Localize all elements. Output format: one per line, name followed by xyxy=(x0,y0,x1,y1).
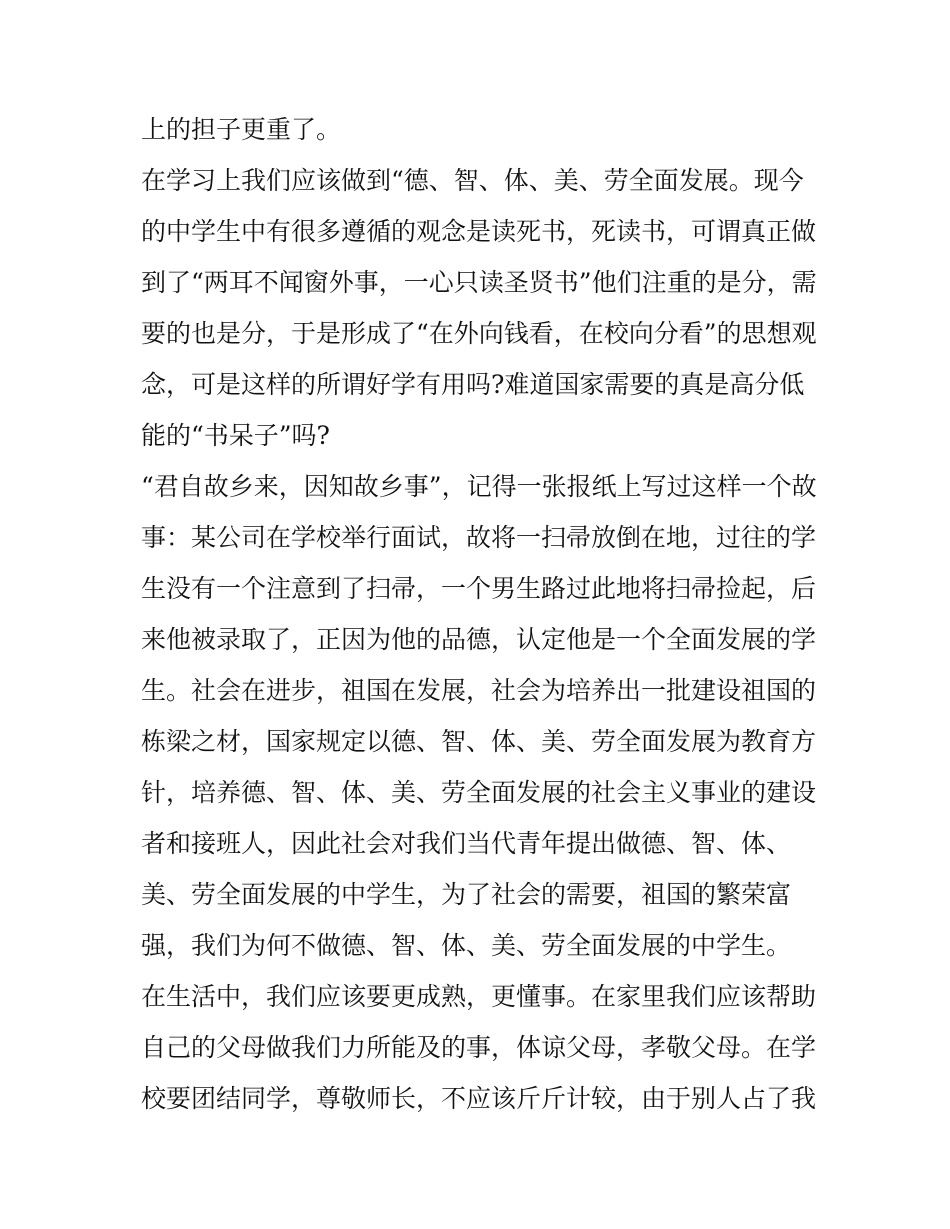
text-line: 的中学生中有很多遵循的观念是读死书，死读书，可谓真正做 xyxy=(141,217,817,246)
text-line: 念，可是这样的所谓好学有用吗?难道国家需要的真是高分低 xyxy=(141,370,805,399)
text-line: 美、劳全面发展的中学生，为了社会的需要，祖国的繁荣富 xyxy=(141,880,792,909)
text-line: 生。社会在进步，祖国在发展，社会为培养出一批建设祖国的 xyxy=(141,676,817,705)
text-line: 能的“书呆子”吗? xyxy=(141,421,330,450)
text-line: 在学习上我们应该做到“德、智、体、美、劳全面发展。现今 xyxy=(141,166,804,195)
text-line: 校要团结同学，尊敬师长，不应该斤斤计较，由于别人占了我 xyxy=(141,1084,817,1113)
text-line: 强，我们为何不做德、智、体、美、劳全面发展的中学生。 xyxy=(141,931,792,960)
text-line: 上的担子更重了。 xyxy=(141,115,342,144)
text-line: 在生活中，我们应该要更成熟，更懂事。在家里我们应该帮助 xyxy=(141,982,817,1011)
text-line: 生没有一个注意到了扫帚，一个男生路过此地将扫帚捡起，后 xyxy=(141,574,817,603)
text-line: 到了“两耳不闻窗外事，一心只读圣贤书”他们注重的是分，需 xyxy=(141,268,817,297)
text-line: 来他被录取了，正因为他的品德，认定他是一个全面发展的学 xyxy=(141,625,817,654)
text-line: 针，培养德、智、体、美、劳全面发展的社会主义事业的建设 xyxy=(141,778,817,807)
text-line: 者和接班人，因此社会对我们当代青年提出做德、智、体、 xyxy=(141,829,792,858)
text-line: 自己的父母做我们力所能及的事，体谅父母，孝敬父母。在学 xyxy=(141,1033,817,1062)
text-line: 要的也是分，于是形成了“在外向钱看，在校向分看”的思想观 xyxy=(141,319,817,348)
text-line: 事：某公司在学校举行面试，故将一扫帚放倒在地，过往的学 xyxy=(141,523,817,552)
text-line: “君自故乡来，因知故乡事”，记得一张报纸上写过这样一个故 xyxy=(141,472,817,501)
text-line: 栋梁之材，国家规定以德、智、体、美、劳全面发展为教育方 xyxy=(141,727,817,756)
body-text xyxy=(141,104,821,1124)
